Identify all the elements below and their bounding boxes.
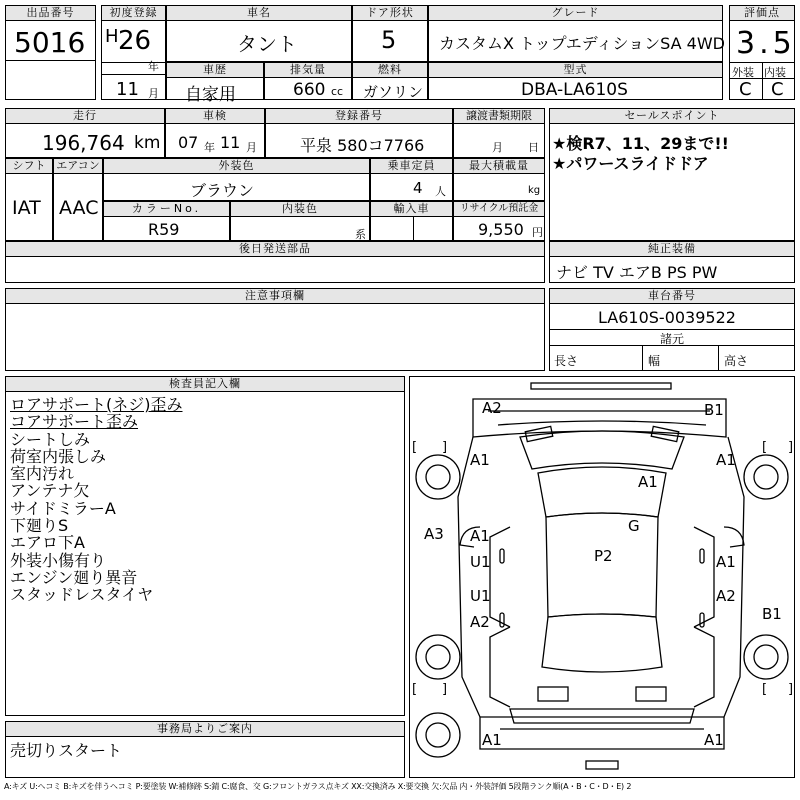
grade-box — [428, 5, 723, 62]
inspector-note: 荷室内張しみ — [10, 446, 107, 466]
mark-front-right: B1 — [704, 401, 724, 419]
reg-year: 26 — [118, 26, 152, 56]
insp-year: 07 — [178, 133, 199, 152]
equipment-value: ナビ TV エアB PS PW — [556, 263, 718, 282]
month-box — [101, 62, 166, 100]
mileage-box — [5, 108, 165, 158]
bracket-open: [ — [412, 682, 418, 697]
inspection-label: 車検 — [166, 109, 264, 124]
int-label: 内装 — [764, 66, 786, 79]
ac-label: エアコン — [54, 159, 102, 174]
transfer-day-unit: 日 — [528, 141, 539, 154]
inspector-note: ロアサポート(ネジ)歪み — [10, 395, 183, 414]
caution-box — [5, 288, 545, 371]
capacity-box — [370, 158, 453, 201]
capacity-value: 4 — [413, 179, 423, 197]
width-label: 幅 — [648, 354, 661, 368]
inspector-note: エンジン廻り異音 — [10, 567, 138, 587]
sales-point: ★検R7、11、29まで!! — [552, 134, 729, 153]
int-grade: C — [771, 79, 784, 100]
bracket-open: [ — [762, 440, 768, 455]
doors-value: 5 — [381, 26, 397, 54]
shift-value: IAT — [12, 197, 41, 219]
fuel-label: 燃料 — [353, 63, 427, 78]
mark-roof-center: P2 — [594, 547, 613, 565]
inspector-note: サイドミラーA — [10, 498, 116, 518]
interior-color-label: 内装色 — [231, 202, 369, 217]
mark-right-side: B1 — [762, 605, 782, 623]
first-reg-label: 初度登録 — [102, 6, 165, 21]
mark-fl-fender: A1 — [470, 451, 490, 469]
office-note: 売切りスタート — [10, 741, 123, 760]
score-value: 3.5 — [736, 26, 796, 61]
inspector-note: シートしみ — [10, 429, 91, 449]
sales-box — [549, 108, 795, 241]
equipment-label: 純正装備 — [550, 242, 794, 257]
chassis-label: 車台番号 — [550, 289, 794, 304]
inspector-note: 外装小傷有り — [10, 550, 107, 570]
lot-label: 出品番号 — [6, 6, 95, 21]
max-load-box — [453, 158, 545, 201]
inspector-note: アンテナ欠 — [10, 481, 90, 501]
interior-color-box — [230, 201, 370, 241]
inspector-note: スタッドレスタイヤ — [10, 585, 154, 605]
sales-label: セールスポイント — [550, 109, 794, 124]
mark-fr-fender: A1 — [716, 451, 736, 469]
inspector-note: 室内汚れ — [10, 464, 75, 484]
color-no-label: カラーNo. — [104, 202, 229, 217]
mark-bonnet: A1 — [638, 473, 658, 491]
plate-box — [265, 108, 453, 158]
lot-number: 5016 — [14, 26, 86, 59]
rear-bumper-shape — [510, 709, 694, 723]
ext-grade: C — [739, 79, 752, 100]
inspector-note: エアロ下A — [10, 533, 85, 553]
recycle-unit: 円 — [532, 226, 543, 239]
ext-label: 外装 — [732, 66, 754, 79]
bracket-close: ] — [788, 440, 794, 455]
mileage-label: 走行 — [6, 109, 164, 124]
recycle-value: 9,550 — [478, 220, 524, 239]
model-value: DBA-LA610S — [521, 80, 628, 100]
fuel-value: ガソリン — [363, 83, 424, 101]
length-label: 長さ — [554, 354, 579, 368]
mark-roof: G — [628, 517, 640, 535]
insp-month: 11 — [220, 133, 241, 152]
bracket-close: ] — [788, 682, 794, 697]
mark-l-rear-door2: A2 — [470, 613, 490, 631]
displacement-label: 排気量 — [265, 63, 351, 78]
transfer-label: 譲渡書類期限 — [454, 109, 544, 124]
recycle-box — [453, 201, 545, 241]
mark-r-rear-door: A2 — [716, 587, 736, 605]
later-parts-box — [5, 241, 545, 283]
max-load-label: 最大積載量 — [454, 159, 544, 174]
model-label: 型式 — [429, 63, 722, 78]
displacement-value: 660 — [293, 80, 326, 100]
bracket-close: ] — [442, 682, 448, 697]
lot-box — [5, 5, 96, 100]
mileage-value: 196,764 — [42, 131, 125, 155]
office-box — [5, 721, 405, 778]
reg-month: 11 — [116, 79, 139, 100]
year-unit: 年 — [148, 60, 159, 73]
inspector-notes — [10, 396, 183, 604]
history-value: 自家用 — [185, 85, 236, 105]
color-box — [103, 158, 370, 201]
doors-box — [352, 5, 428, 62]
grade-value: カスタムX トップエディションSA 4WD — [439, 34, 725, 53]
dims-label: 諸元 — [660, 332, 685, 346]
mark-rear-left: A1 — [482, 731, 502, 749]
interior-color-unit: 系 — [355, 228, 366, 241]
inspector-note: 下廻りS — [10, 516, 69, 536]
office-label: 事務局よりご案内 — [6, 722, 404, 737]
bonnet-shape — [520, 431, 684, 469]
shift-label: シフト — [6, 159, 52, 174]
history-box — [166, 62, 264, 105]
color-no-box — [103, 201, 230, 241]
rear-glass-shape — [542, 614, 662, 672]
history-label: 車歴 — [167, 63, 263, 78]
car-name-label: 車名 — [167, 6, 351, 21]
car-diagram — [409, 376, 795, 778]
displacement-unit: cc — [331, 85, 344, 98]
legend: A:キズ U:ヘコミ B:キズを伴うヘコミ P:要塗装 W:補修跡 S:錆 C:腐食、交 G:フロントガラス点キズ XX:交換済み X:要交換 欠:欠品 内・外装評価 5段階ランク順(A・B・C・D・E) 2 — [4, 782, 632, 791]
score-label: 評価点 — [730, 6, 794, 21]
inspector-box — [5, 376, 405, 716]
chassis-box — [549, 288, 795, 371]
caution-label: 注意事項欄 — [6, 289, 544, 304]
displacement-box — [264, 62, 352, 100]
body-outline — [458, 437, 744, 717]
color-no-value: R59 — [148, 220, 180, 239]
mark-front-left: A2 — [482, 399, 502, 417]
transfer-box — [453, 108, 545, 158]
equipment-box — [549, 241, 795, 283]
roof-shape — [546, 513, 658, 617]
sales-point: ★パワースライドドア — [552, 154, 709, 173]
capacity-label: 乗車定員 — [371, 159, 452, 174]
inspector-note: コアサポート歪み — [10, 412, 139, 432]
ac-value: AAC — [59, 197, 99, 219]
month-unit: 月 — [148, 87, 159, 100]
bracket-close: ] — [442, 440, 448, 455]
bracket-open: [ — [762, 682, 768, 697]
car-name: タント — [237, 32, 297, 56]
car-diagram-svg — [410, 377, 794, 777]
model-box — [428, 62, 723, 100]
import-label: 輸入車 — [371, 202, 452, 217]
chassis-value: LA610S-0039522 — [598, 308, 736, 327]
mark-rear-right: A1 — [704, 731, 724, 749]
inspector-label: 検査員記入欄 — [6, 377, 404, 392]
capacity-unit: 人 — [435, 185, 446, 198]
grade-label: グレード — [429, 6, 722, 21]
color-label: 外装色 — [104, 159, 369, 174]
ac-box — [53, 158, 103, 241]
shift-box — [5, 158, 53, 241]
transfer-month-unit: 月 — [492, 141, 503, 154]
insp-year-unit: 年 — [204, 141, 215, 154]
later-parts-label: 後日発送部品 — [6, 242, 544, 257]
mark-r-front-door: A1 — [716, 553, 736, 571]
front-grille-shape — [531, 383, 671, 389]
color-value: ブラウン — [190, 181, 255, 200]
fuel-box — [352, 62, 428, 100]
insp-month-unit: 月 — [246, 141, 257, 154]
mark-l-front-door2: U1 — [470, 553, 491, 571]
doors-label: ドア形状 — [353, 6, 427, 21]
mark-left-side: A3 — [424, 525, 444, 543]
mark-l-rear-door: U1 — [470, 587, 491, 605]
recycle-label: リサイクル預託金 — [454, 202, 544, 217]
import-box — [370, 201, 453, 241]
plate-label: 登録番号 — [266, 109, 452, 124]
height-label: 高さ — [724, 354, 749, 368]
era: H — [105, 26, 119, 47]
inspection-box — [165, 108, 265, 158]
score-box — [729, 5, 795, 100]
plate-value: 平泉 580コ7766 — [300, 136, 425, 155]
car-name-box — [166, 5, 352, 62]
bracket-open: [ — [412, 440, 418, 455]
mark-l-front-door: A1 — [470, 527, 490, 545]
mileage-unit: km — [134, 133, 161, 153]
max-load-unit: kg — [528, 185, 541, 196]
rear-plate-shape — [586, 761, 618, 769]
